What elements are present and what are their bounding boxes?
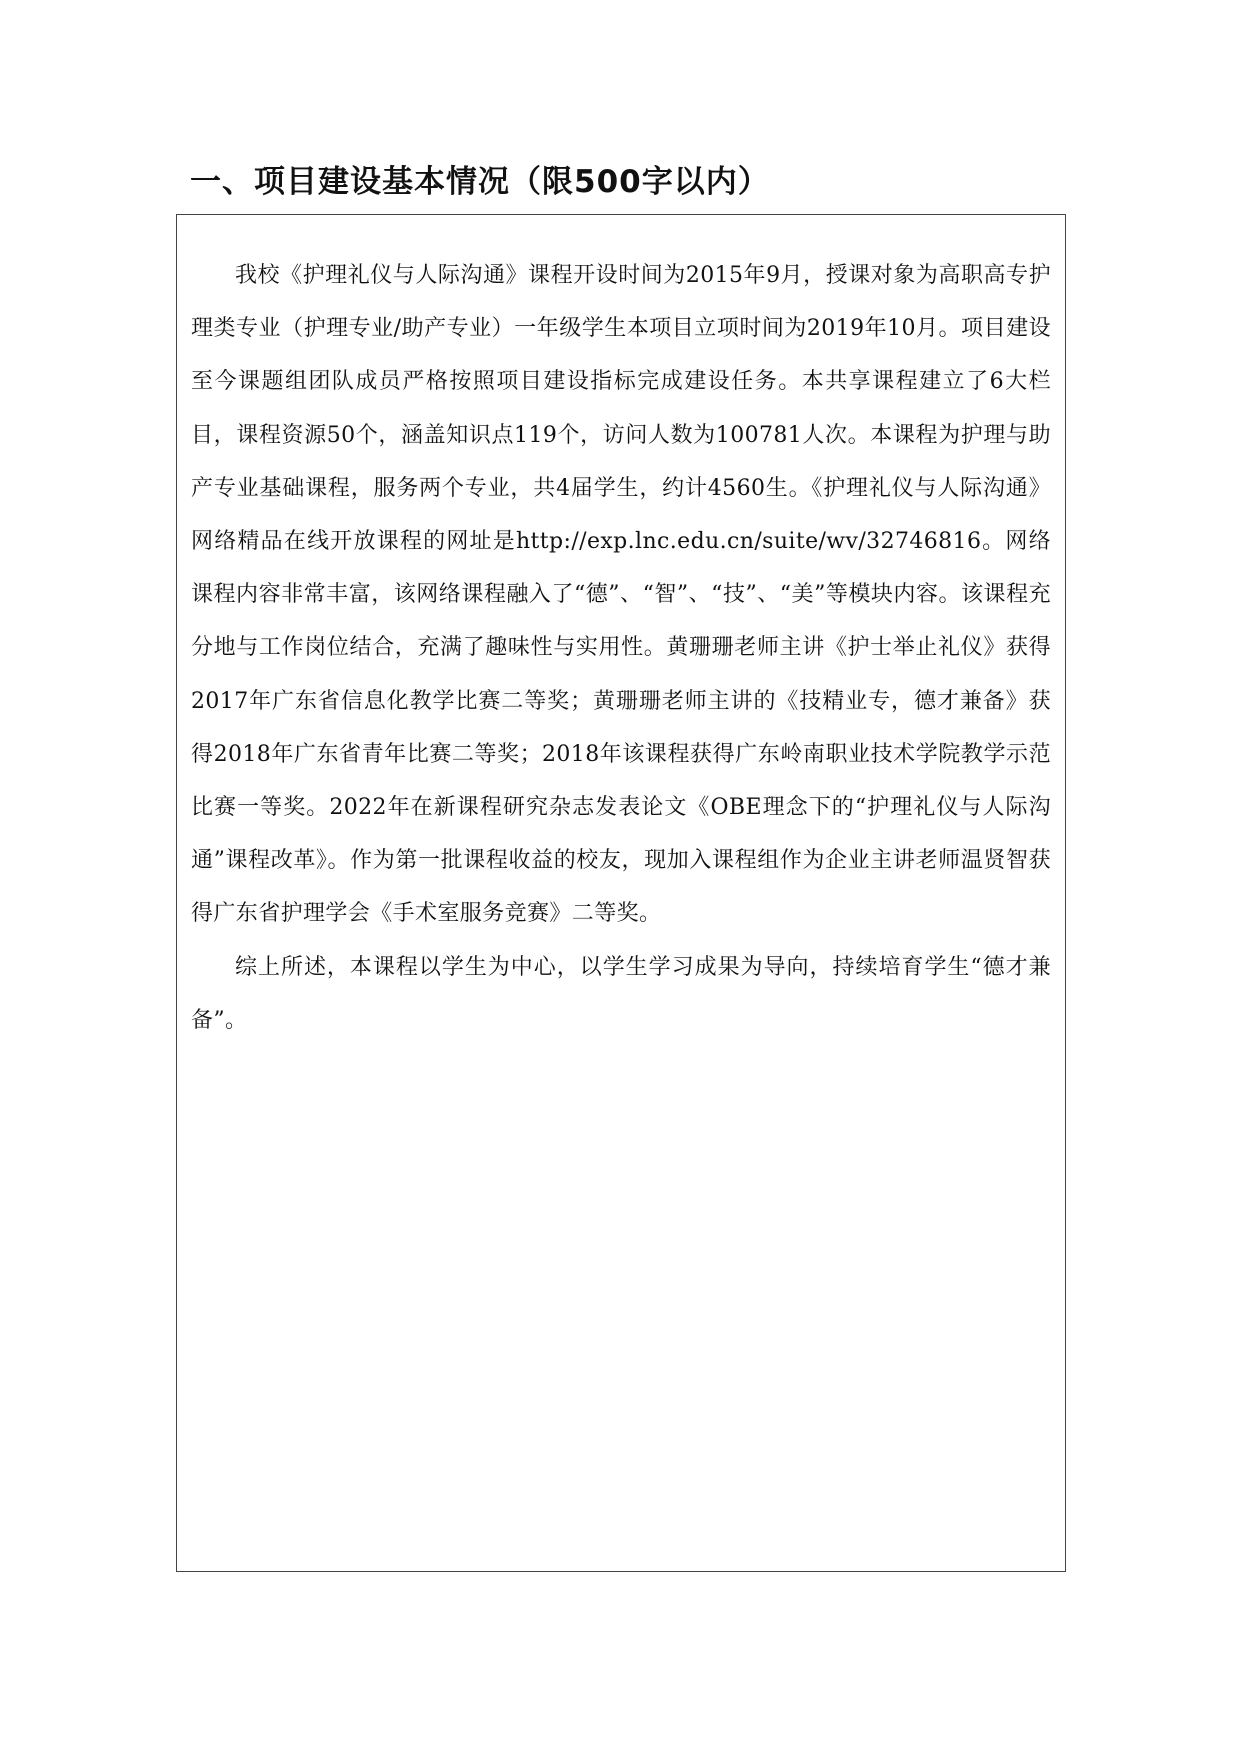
section-heading: 一、项目建设基本情况（限500字以内） <box>190 164 770 200</box>
content-body <box>191 249 1051 1047</box>
paragraph-course-overview: 我校《护理礼仪与人际沟通》课程开设时间为2015年9月，授课对象为高职高专护理类专业（护理专业/助产专业）一年级学生本项目立项时间为2019年10月。项目建设至今课题组团队成员严格按照项目建设指标完成建设任务。本共享课程建立了6大栏目，课程资源50个，涵盖知识点119个，访问人数为100781人次。本课程为护理与助产专业基础课程，服务两个专业，共4届学生，约计4560生。《护理礼仪与人际沟通》网络精品在线开放课程的网址是http://exp.lnc.edu.cn/suite/wv/32746816。网络课程内容非常丰富，该网络课程融入了“德”、“智”、“技”、“美”等模块内容。该课程充分地与工作岗位结合，充满了趣味性与实用性。黄珊珊老师主讲《护士举止礼仪》获得2017年广东省信息化教学比赛二等奖；黄珊珊老师主讲的《技精业专，德才兼备》获得2018年广东省青年比赛二等奖；2018年该课程获得广东岭南职业技术学院教学示范比赛一等奖。2022年在新课程研究杂志发表论文《OBE理念下的“护理礼仪与人际沟通”课程改革》。作为第一批课程收益的校友，现加入课程组作为企业主讲老师温贤智获得广东省护理学会《手术室服务竞赛》二等奖。 <box>191 263 1051 927</box>
content-box <box>176 214 1066 1572</box>
paragraph-summary: 综上所述，本课程以学生为中心，以学生学习成果为导向，持续培育学生“德才兼备”。 <box>191 954 1051 1033</box>
